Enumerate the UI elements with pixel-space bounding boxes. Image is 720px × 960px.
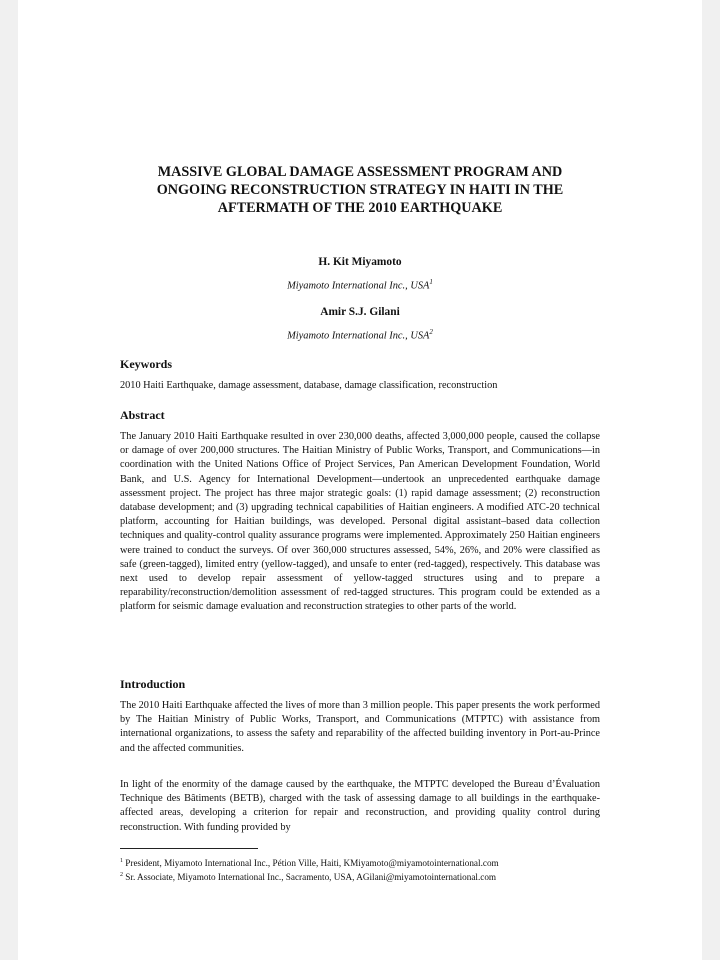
footnote-1	[120, 855, 610, 870]
paper-title	[120, 163, 600, 217]
author-name-2: Amir S.J. Gilani	[320, 306, 400, 318]
document-page	[18, 0, 702, 960]
introduction-heading: Introduction	[120, 677, 186, 691]
title-line-3: AFTERMATH OF THE 2010 EARTHQUAKE	[217, 200, 503, 216]
affiliation-text-2: Miyamoto International Inc., USA	[287, 330, 430, 342]
affiliation-footnote-mark-1: 1	[429, 278, 433, 286]
introduction-paragraph-2: In light of the enormity of the damage caused by the earthquake, the MTPTC developed the Bureau d’Évaluation Technique des Bâtiments (BETB), charged with the task of assessing damage to all buildings in the earthquake-affected areas, developing a criterion for repair and reconstruction, and providing quality control during reconstruction. With funding provided by	[120, 779, 600, 833]
title-line-2: ONGOING RECONSTRUCTION STRATEGY IN HAITI IN THE	[156, 182, 564, 198]
affiliation-text-1: Miyamoto International Inc., USA	[287, 280, 430, 292]
introduction-paragraph-1: The 2010 Haiti Earthquake affected the lives of more than 3 million people. This paper presents the work performed by The Haitian Ministry of Public Works, Transport, and Communications (MTPTC) with assistance from international organizations, to assess the safety and reparability of the affected building inventory in Port-au-Prince and the affected communities.	[120, 700, 600, 754]
footnote-mark-2: 2	[120, 872, 123, 878]
keywords-text: 2010 Haiti Earthquake, damage assessment, database, damage classification, reconstruction	[120, 380, 498, 391]
footnote-mark-1: 1	[120, 858, 123, 864]
author-affiliation-2	[120, 328, 600, 341]
footnote-text-2: Sr. Associate, Miyamoto International Inc., Sacramento, USA, AGilani@miyamotointernational.com	[125, 872, 497, 883]
title-line-1: MASSIVE GLOBAL DAMAGE ASSESSMENT PROGRAM AND	[157, 164, 563, 180]
footnote-divider	[120, 848, 258, 849]
keywords-heading: Keywords	[120, 357, 172, 371]
author-affiliation-1	[120, 278, 600, 291]
abstract-heading: Abstract	[120, 408, 165, 422]
footnote-text-1: President, Miyamoto International Inc., Pétion Ville, Haiti, KMiyamoto@miyamotointernational.com	[125, 858, 499, 869]
author-name-1: H. Kit Miyamoto	[318, 256, 402, 268]
footnote-2	[120, 869, 610, 884]
abstract-text: The January 2010 Haiti Earthquake resulted in over 230,000 deaths, affected 3,000,000 people, caused the collapse or damage of over 200,000 structures. The Haitian Ministry of Public Works, Transport, and Communications—in coordination with the United Nations Office of Project Services, Pan American Development Foundation, World Bank, and U.S. Agency for International Development—undertook an unprecedented earthquake damage assessment project. The project has three major strategic goals: (1) rapid damage assessment; (2) reconstruction database development; and (3) upgrading technical capabilities of Haitian engineers. A modified ATC-20 technical platform, accounting for Haitian buildings, was developed. Personal digital assistant–based data collection techniques and quality-control quality assurance programs were implemented. Approximately 250 Haitian engineers were trained to conduct the surveys. Of over 360,000 structures assessed, 54%, 26%, and 20% were classified as safe (green-tagged), limited entry (yellow-tagged), and unsafe to enter (red-tagged), respectively. This database was next used to develop repair assessment of yellow-tagged structures using and to prepare a reparability/reconstruction/demolition assessment of red-tagged structures. This program could be extended as a platform for seismic damage evaluation and reconstruction strategies to other parts of the world.	[120, 431, 600, 613]
affiliation-footnote-mark-2: 2	[429, 328, 433, 336]
